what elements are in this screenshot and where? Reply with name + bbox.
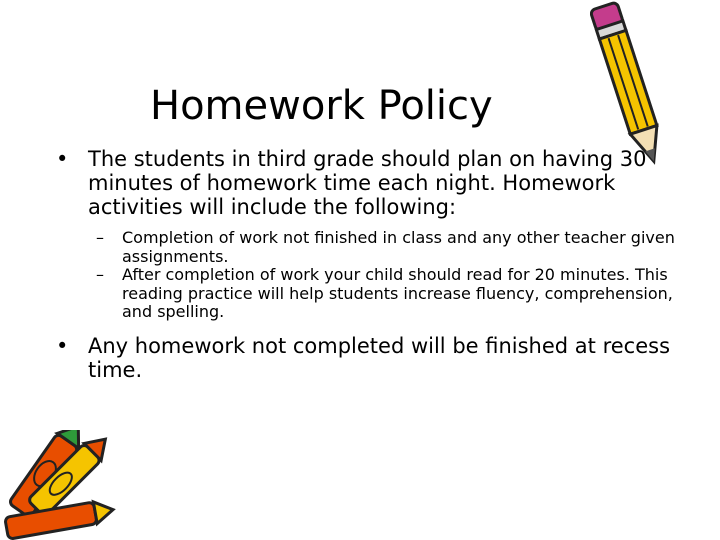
bullet-2	[56, 334, 676, 382]
slide-body	[56, 147, 676, 382]
bullet-1	[56, 147, 676, 219]
bullet-marker: •	[56, 147, 69, 171]
sub-bullet-marker: –	[96, 228, 104, 247]
crayons-icon	[0, 430, 140, 540]
bullet-2-text: Any homework not completed will be finished at recess time.	[88, 333, 671, 382]
sub-list	[56, 229, 676, 322]
sub-bullet-1	[56, 229, 676, 266]
sub-bullet-1-text: Completion of work not finished in class and any other teacher given assignments.	[122, 228, 675, 266]
sub-bullet-2-text: After completion of work your child should read for 20 minutes. This reading practice will help students increase fluency, comprehension, and spelling.	[122, 265, 673, 321]
sub-bullet-marker: –	[96, 265, 104, 284]
slide-title: Homework Policy	[150, 83, 493, 129]
bullet-1-text: The students in third grade should plan on having 30 minutes of homework time each night. Homework activities will include the following:	[88, 147, 647, 219]
bullet-marker: •	[56, 333, 69, 358]
sub-bullet-2	[56, 266, 676, 322]
